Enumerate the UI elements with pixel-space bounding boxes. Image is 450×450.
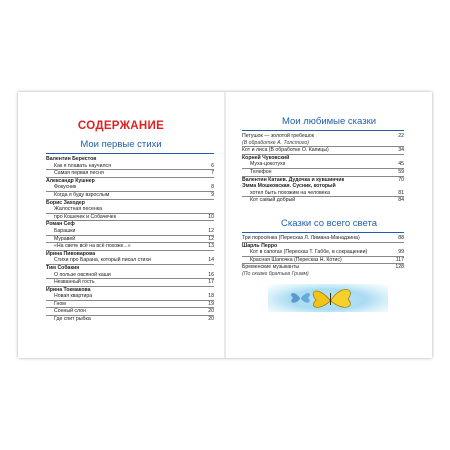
toc-page-number: 7 — [211, 170, 214, 177]
toc-entry-title: Сонный слон — [54, 308, 86, 315]
toc-entry — [242, 264, 404, 271]
section-rule — [242, 232, 404, 233]
toc-entry-title: (По сказке братьев Гримм) — [242, 270, 309, 277]
toc-entry-title: Кот в сапогах (Пересказ Т. Габбе, в сокращении) — [250, 249, 368, 256]
left-page — [18, 92, 224, 358]
toc-entry — [46, 301, 214, 308]
toc-entry-title: Красная Шапочка (Пересказ Н. Котис) — [250, 256, 342, 263]
toc-page-number: 59 — [398, 168, 404, 175]
toc-page-number: 22 — [398, 133, 404, 139]
toc-entry-title: Как я плавать научился — [54, 162, 111, 169]
toc-page-number: 20 — [208, 316, 214, 323]
toc-entry — [242, 161, 404, 168]
toc-page-number: 99 — [398, 249, 404, 256]
toc-entry — [242, 190, 404, 197]
toc-page-number: 8 — [211, 184, 214, 191]
section-title-favorite-tales: Мои любимые сказки — [281, 116, 377, 127]
toc-entry-title: Гном — [54, 300, 66, 307]
toc-page-number: 14 — [208, 257, 214, 264]
section-title-first-poems: Мои первые стихи — [80, 139, 162, 150]
toc-entry-title: Три поросёнка (Пересказ Л. Лимана-Манадзина) — [242, 235, 360, 241]
toc-entry-title: Самая первая песня — [54, 170, 104, 177]
toc-entry — [46, 214, 214, 221]
toc-entry — [46, 228, 214, 235]
toc-entry-title: Новая квартира — [54, 293, 93, 300]
toc-entry-title: Телефон — [250, 168, 272, 175]
toc-page-number: 34 — [398, 147, 404, 154]
toc-entry — [242, 249, 404, 256]
toc-entry — [46, 184, 214, 191]
toc-entry-title: Фокусник — [54, 184, 77, 191]
toc-page-number: 12 — [208, 235, 214, 242]
toc-author — [46, 287, 214, 294]
toc-entry — [46, 279, 214, 286]
toc-page-number: 19 — [208, 300, 214, 307]
toc-entry — [46, 163, 214, 170]
toc-entry — [46, 192, 214, 199]
section-title-world-tales: Сказки со всего света — [281, 218, 377, 229]
toc-author — [46, 251, 214, 258]
toc-entry-title: Корней Чуковский — [242, 154, 290, 161]
toc-entry-title: Кот самый добрый — [250, 197, 296, 204]
toc-entry-title: Валентин Катаев. Дудочка и кувшинчик — [242, 176, 345, 183]
toc-entry — [242, 147, 404, 154]
toc-entry-title: Кот и лиса (В обработке О. Капицы) — [242, 147, 329, 154]
toc-entry-title: Ирина Пивоварова — [46, 250, 96, 257]
toc-entry-title: Ирина Токмакова — [46, 286, 91, 293]
toc-entry — [242, 257, 404, 264]
toc-page-number: 70 — [398, 176, 404, 183]
butterfly-yellow-icon — [313, 289, 350, 307]
contents-title: СОДЕРЖАНИЕ — [77, 120, 165, 132]
toc-entry — [46, 293, 214, 300]
toc-entry-title: Валентин Берестов — [46, 156, 97, 162]
toc-entry-title: Незванный гость — [54, 279, 95, 286]
toc-entry — [46, 170, 214, 177]
toc-entry-title: О пользе овсяной каши — [54, 271, 111, 278]
toc-entry — [242, 197, 404, 204]
toc-entry-title: Роман Сеф — [46, 221, 75, 228]
toc-page-number: 81 — [398, 189, 404, 196]
toc-entry — [46, 206, 214, 213]
toc-page-number: 6 — [211, 162, 214, 169]
toc-page-number: 17 — [208, 279, 214, 286]
toc-author — [46, 178, 214, 185]
toc-page-number: 13 — [208, 243, 214, 250]
toc-entry-title: Петушок — золотой гребешок — [242, 133, 315, 139]
section-rule — [242, 130, 404, 131]
toc-entry — [46, 316, 214, 323]
toc-entry — [242, 235, 404, 242]
butterfly-blue-icon — [291, 293, 310, 303]
toc-page-number: 18 — [208, 293, 214, 300]
toc-author — [242, 177, 404, 184]
toc-page-number: 117 — [395, 256, 404, 263]
toc-entry-title: Жалостная песенка — [54, 206, 102, 213]
toc-list-right-2 — [242, 235, 404, 278]
toc-entry-title: (В обработке А. Толстого) — [242, 139, 309, 146]
toc-entry-title: Александр Кушнер — [46, 177, 95, 184]
toc-page-number: 10 — [208, 213, 214, 220]
toc-author — [46, 221, 214, 228]
book-spread — [18, 92, 432, 358]
toc-page-number: 12 — [208, 227, 214, 234]
toc-entry-title: Когда я буду взрослым — [54, 191, 110, 198]
toc-page-number: 20 — [208, 308, 214, 315]
toc-author — [46, 156, 214, 163]
toc-author — [242, 155, 404, 162]
toc-page-number: 16 — [208, 271, 214, 278]
toc-page-number: 45 — [398, 161, 404, 168]
toc-entry-title: Бременские музыканты — [242, 264, 300, 271]
toc-author — [242, 183, 404, 190]
toc-entry — [46, 257, 214, 264]
toc-entry — [242, 169, 404, 176]
toc-entry-title: Стихи про Барана, который писал стихи — [54, 257, 151, 264]
toc-page-number: 88 — [398, 235, 404, 241]
toc-entry-title: Где спит рыбка — [54, 316, 91, 323]
toc-entry — [46, 243, 214, 250]
toc-entry-title: Барашки — [54, 227, 76, 234]
toc-entry-title: Муравей — [54, 235, 76, 242]
toc-entry-title: хотел быть похожим на человека — [250, 189, 330, 196]
toc-entry — [46, 308, 214, 315]
right-page — [226, 92, 432, 358]
toc-entry-title: Борис Заходер — [46, 199, 85, 206]
toc-entry — [242, 133, 404, 140]
toc-author — [46, 200, 214, 207]
toc-entry — [242, 271, 404, 278]
toc-page-number: 128 — [395, 264, 404, 271]
toc-entry-title: Муха-цокотуха — [250, 161, 286, 168]
toc-entry — [46, 236, 214, 243]
toc-entry — [46, 272, 214, 279]
toc-list-right-1 — [242, 133, 404, 204]
toc-author — [46, 265, 214, 272]
toc-page-number: 84 — [398, 197, 404, 204]
toc-entry-title: про Кошечек и Собачечек — [54, 213, 116, 220]
toc-author — [242, 243, 404, 250]
toc-page-number: 9 — [211, 191, 214, 198]
butterflies-icon — [268, 284, 388, 312]
section-rule — [46, 153, 214, 154]
toc-entry-title: Эмма Мошковская. Сусник, который — [242, 183, 336, 190]
toc-entry — [242, 140, 404, 147]
toc-entry-title: Шарль Перро — [242, 242, 278, 249]
toc-entry-title: Тим Собакин — [46, 264, 80, 271]
toc-entry-title: «На свете всё на всё похоже...» — [54, 243, 131, 250]
toc-list-left — [46, 156, 214, 323]
